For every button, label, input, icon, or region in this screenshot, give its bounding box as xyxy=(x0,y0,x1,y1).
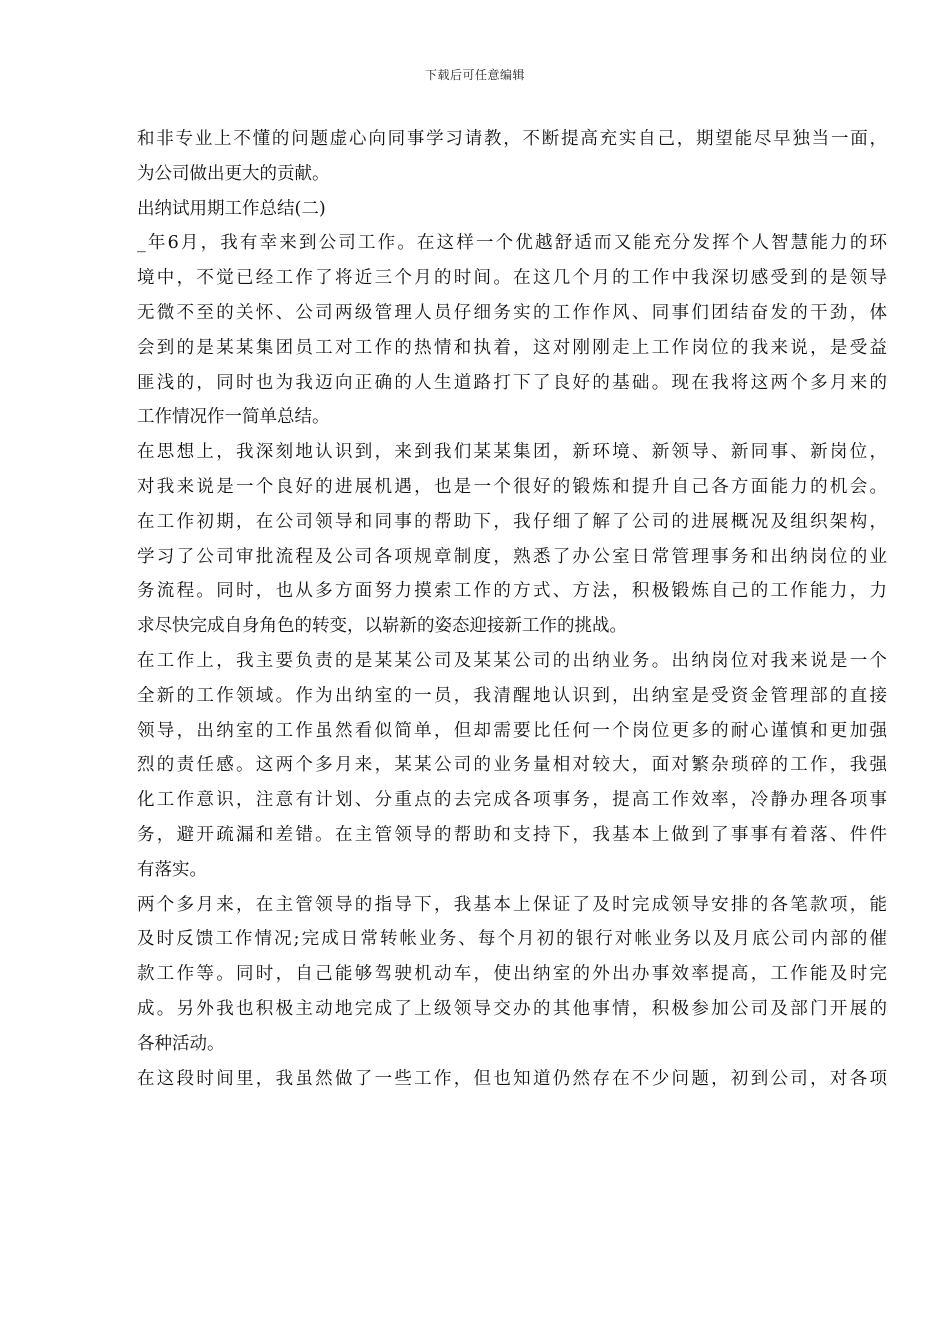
text-line: 款工作等。同时，自己能够驾驶机动车，使出纳室的外出办事效率提高，工作能及时完 xyxy=(137,964,887,985)
text-line: 各种活动。 xyxy=(137,1033,225,1054)
text-line: 无微不至的关怀、公司两级管理人员仔细务实的工作作风、同事们团结奋发的干劲，体 xyxy=(137,302,887,323)
text-line: 境中，不觉已经工作了将近三个月的时间。在这几个月的工作中我深切感受到的是领导 xyxy=(137,268,887,289)
text-line: 有落实。 xyxy=(137,859,207,880)
text-line: 会到的是某某集团员工对工作的热情和执着，这对刚刚走上工作岗位的我来说，是受益 xyxy=(137,337,887,358)
text-line: 务流程。同时，也从多方面努力摸索工作的方式、方法，积极锻炼自己的工作能力，力 xyxy=(137,581,887,602)
text-line: 及时反馈工作情况;完成日常转帐业务、每个月初的银行对帐业务以及月底公司内部的催 xyxy=(137,929,887,950)
text-line: 化工作意识，注意有计划、分重点的去完成各项事务，提高工作效率，冷静办理各项事 xyxy=(137,790,887,811)
text-line: 和非专业上不懂的问题虚心向同事学习请教，不断提高充实自己，期望能尽早独当一面， xyxy=(137,129,887,149)
header-note: 下载后可任意编辑 xyxy=(424,68,525,82)
document-body xyxy=(137,122,887,1096)
text-line: 在这段时间里，我虽然做了一些工作，但也知道仍然存在不少问题，初到公司，对各项 xyxy=(137,1068,887,1089)
section-heading: 出纳试用期工作总结(二) xyxy=(137,198,326,219)
text-line: 领导，出纳室的工作虽然看似简单，但却需要比任何一个岗位更多的耐心谨慎和更加强 xyxy=(137,720,887,741)
text-line: 成。另外我也积极主动地完成了上级领导交办的其他事情，积极参加公司及部门开展的 xyxy=(137,998,887,1019)
text-line: 学习了公司审批流程及公司各项规章制度，熟悉了办公室日常管理事务和出纳岗位的业 xyxy=(137,546,887,567)
text-line: 全新的工作领域。作为出纳室的一员，我清醒地认识到，出纳室是受资金管理部的直接 xyxy=(137,685,887,706)
text-line: 在工作上，我主要负责的是某某公司及某某公司的出纳业务。出纳岗位对我来说是一个 xyxy=(137,650,887,671)
text-line: 为公司做出更大的贡献。 xyxy=(137,163,330,184)
text-line: 工作情况作一简单总结。 xyxy=(137,407,330,428)
text-line: 匪浅的，同时也为我迈向正确的人生道路打下了良好的基础。现在我将这两个多月来的 xyxy=(137,372,887,393)
text-line: 烈的责任感。这两个多月来，某某公司的业务量相对较大，面对繁杂琐碎的工作，我强 xyxy=(137,755,887,776)
text-line: 对我来说是一个良好的进展机遇，也是一个很好的锻炼和提升自己各方面能力的机会。 xyxy=(137,476,887,497)
text-line: _年6月，我有幸来到公司工作。在这样一个优越舒适而又能充分发挥个人智慧能力的环 xyxy=(137,233,887,254)
text-line: 两个多月来，在主管领导的指导下，我基本上保证了及时完成领导安排的各笔款项，能 xyxy=(137,894,887,915)
text-line: 在工作初期，在公司领导和同事的帮助下，我仔细了解了公司的进展概况及组织架构， xyxy=(137,511,887,532)
text-line: 务，避开疏漏和差错。在主管领导的帮助和支持下，我基本上做到了事事有着落、件件 xyxy=(137,824,887,845)
text-line: 在思想上，我深刻地认识到，来到我们某某集团，新环境、新领导、新同事、新岗位， xyxy=(137,442,887,463)
text-line: 求尽快完成自身角色的转变，以崭新的姿态迎接新工作的挑战。 xyxy=(137,616,627,637)
